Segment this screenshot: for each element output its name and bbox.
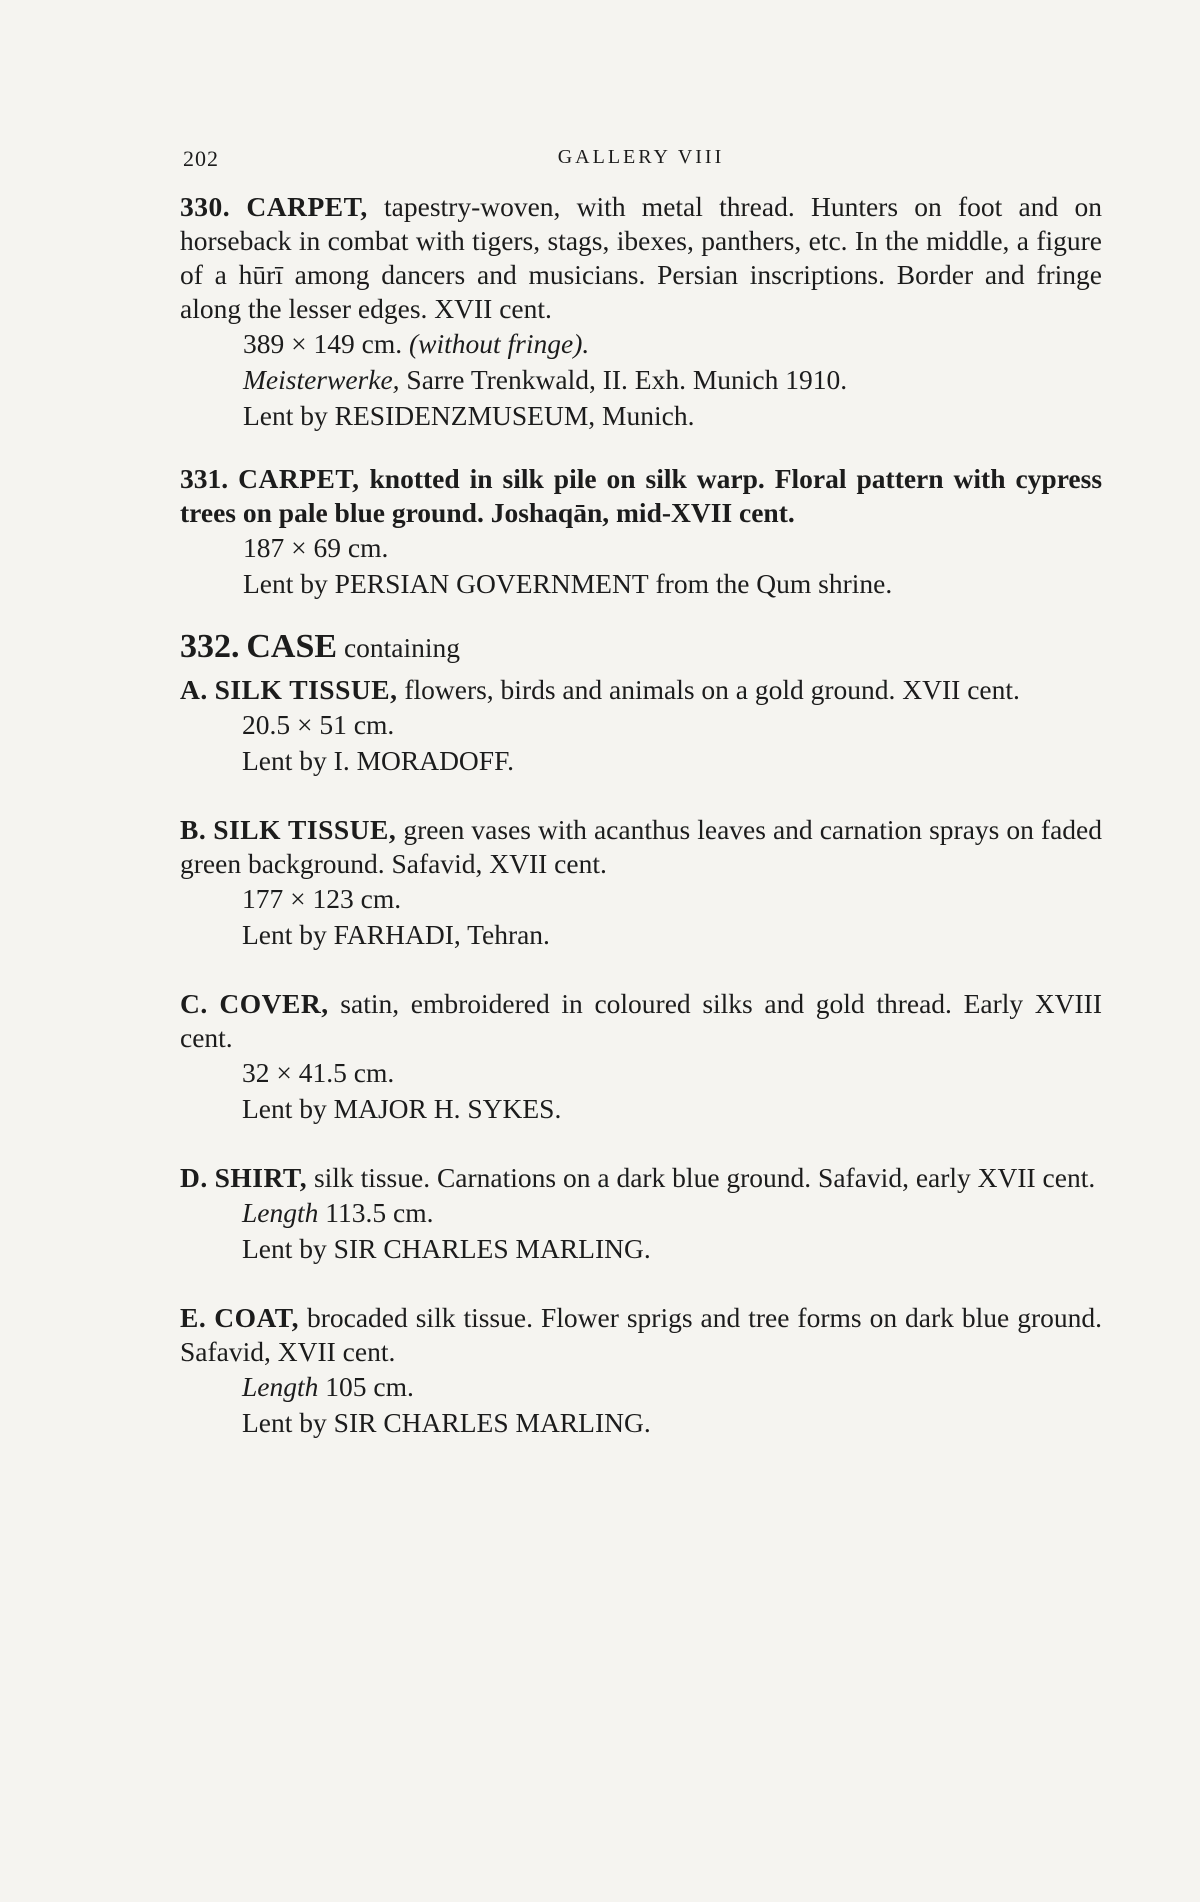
item-dimensions xyxy=(242,881,1102,917)
entry-text: knotted in silk pile on silk warp. Floral pattern with cypress trees on pale blue ground. Joshaqān, mid-XVII cent. xyxy=(180,463,1103,528)
entry-title: CARPET, xyxy=(238,463,360,494)
dimensions: 187 × 69 cm. xyxy=(243,532,389,563)
entry-330-description xyxy=(180,190,1102,326)
lender-name: FARHADI xyxy=(333,919,454,950)
lent-prefix: Lent by xyxy=(242,745,327,776)
dimension-note: (without fringe). xyxy=(408,328,590,359)
dimensions: 177 × 123 cm. xyxy=(242,883,402,914)
lender-name: I. MORADOFF. xyxy=(333,745,515,776)
item-title: SILK TISSUE, xyxy=(213,814,397,845)
dimensions: 32 × 41.5 cm. xyxy=(242,1057,395,1088)
item-dimensions xyxy=(242,1195,1102,1231)
case-item-a xyxy=(180,673,1102,779)
dimension-label: Length xyxy=(242,1197,319,1228)
entry-number: 330. xyxy=(180,191,231,222)
catalogue-content xyxy=(180,190,1102,1441)
item-lender xyxy=(242,1405,1102,1441)
item-dimensions xyxy=(242,1055,1102,1091)
case-item-d xyxy=(180,1161,1102,1267)
entry-332-heading xyxy=(180,630,1102,665)
item-dimensions xyxy=(242,1369,1102,1405)
item-description xyxy=(180,1161,1102,1195)
item-description xyxy=(180,673,1102,707)
entry-332 xyxy=(180,630,1102,1441)
entry-330-lender xyxy=(243,398,1102,434)
entry-title: CARPET, xyxy=(246,191,368,222)
dimensions: 389 × 149 cm. xyxy=(243,328,403,359)
item-text: green vases with acanthus leaves and carnation sprays on faded green background. Safavid, XVII cent. xyxy=(180,814,1103,879)
entry-number: 332. xyxy=(180,628,240,665)
item-letter: E. xyxy=(180,1302,207,1333)
entry-title: CASE xyxy=(246,628,338,665)
entry-330 xyxy=(180,190,1102,434)
dimensions: 105 cm. xyxy=(325,1371,414,1402)
entry-number: 331. xyxy=(180,463,229,494)
dimensions: 113.5 cm. xyxy=(325,1197,434,1228)
reference-title: Meisterwerke, xyxy=(243,364,400,395)
lent-prefix: Lent by xyxy=(243,400,328,431)
case-item-c xyxy=(180,987,1102,1127)
item-text: brocaded silk tissue. Flower sprigs and tree forms on dark blue ground. Safavid, XVII cent. xyxy=(180,1302,1103,1367)
lent-prefix: Lent by xyxy=(242,1407,327,1438)
reference-text: Sarre Trenkwald, II. Exh. Munich 1910. xyxy=(406,364,848,395)
lent-prefix: Lent by xyxy=(242,1233,327,1264)
item-lender xyxy=(242,917,1102,953)
item-lender xyxy=(242,1231,1102,1267)
item-lender xyxy=(242,1091,1102,1127)
entry-330-dimensions xyxy=(243,326,1102,362)
item-title: SHIRT, xyxy=(214,1162,308,1193)
lent-prefix: Lent by xyxy=(242,919,327,950)
lender-name: RESIDENZMUSEUM xyxy=(334,400,589,431)
entry-330-reference xyxy=(243,362,1102,398)
lender-name: MAJOR H. SYKES. xyxy=(333,1093,562,1124)
lender-rest: , Munich. xyxy=(588,400,695,431)
page-number: 202 xyxy=(183,146,219,171)
lender-name: SIR CHARLES MARLING. xyxy=(333,1407,651,1438)
item-lender xyxy=(242,743,1102,779)
item-text: satin, embroidered in coloured silks and gold thread. Early XVIII cent. xyxy=(180,988,1103,1053)
lender-rest: , Tehran. xyxy=(453,919,550,950)
item-letter: C. xyxy=(180,988,208,1019)
entry-331-lender xyxy=(243,566,1102,602)
item-letter: A. xyxy=(180,674,208,705)
dimension-label: Length xyxy=(242,1371,319,1402)
item-title: COVER, xyxy=(219,988,329,1019)
item-title: SILK TISSUE, xyxy=(214,674,398,705)
item-description xyxy=(180,813,1102,881)
entry-331 xyxy=(180,462,1102,602)
case-item-b xyxy=(180,813,1102,953)
entry-text: containing xyxy=(343,632,461,663)
lender-name: PERSIAN GOVERNMENT xyxy=(334,568,649,599)
lender-rest: from the Qum shrine. xyxy=(648,568,893,599)
case-item-e xyxy=(180,1301,1102,1441)
item-title: COAT, xyxy=(214,1302,299,1333)
item-description xyxy=(180,987,1102,1055)
item-letter: D. xyxy=(180,1162,208,1193)
item-letter: B. xyxy=(180,814,207,845)
entry-331-description xyxy=(180,462,1102,530)
dimensions: 20.5 × 51 cm. xyxy=(242,709,395,740)
running-head: GALLERY VIII xyxy=(557,146,725,168)
entry-331-dimensions xyxy=(243,530,1102,566)
lender-name: SIR CHARLES MARLING. xyxy=(333,1233,651,1264)
lent-prefix: Lent by xyxy=(242,1093,327,1124)
item-text: flowers, birds and animals on a gold ground. XVII cent. xyxy=(404,674,1020,705)
item-description xyxy=(180,1301,1102,1369)
item-dimensions xyxy=(242,707,1102,743)
item-text: silk tissue. Carnations on a dark blue ground. Safavid, early XVII cent. xyxy=(313,1162,1096,1193)
lent-prefix: Lent by xyxy=(243,568,328,599)
page-header xyxy=(183,146,1099,176)
entry-text: tapestry-woven, with metal thread. Hunters on foot and on horseback in combat with tigers, stags, ibexes, panthers, etc. In the middle, a figure of a hūrī among dancers and musicians. Persian inscriptions. Border and fringe along the lesser edges. XVII cent. xyxy=(180,191,1103,324)
